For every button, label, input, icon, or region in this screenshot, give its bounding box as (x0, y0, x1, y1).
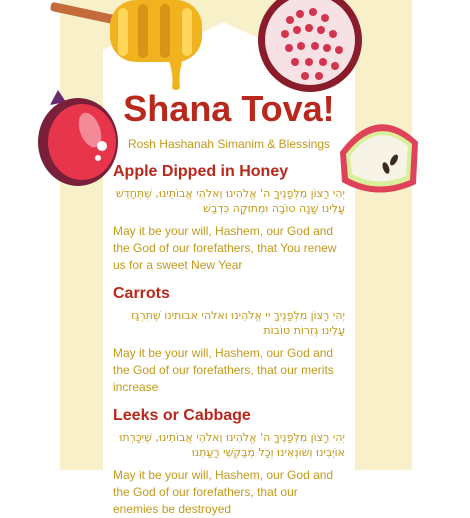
pomegranate-half-icon (255, 0, 365, 95)
honey-dipper-icon (50, 0, 210, 95)
section-carrots (113, 284, 345, 396)
hebrew-blessing: יְהִי רָצוֹן מִלְּפָנֶיךָ ה' אֱלֹהֵינוּ וֵאלֹהֵי אֲבוֹתֵינוּ, שֶׁיִּכָּרְתוּ אוֹיְבֵינוּ וְשׂוֹנְאֵינוּ וְכָל מְבַקְשֵׁי רָעָתֵנוּ (119, 431, 345, 459)
hebrew-blessing: יְהִי רָצוֹן מִלְּפָנֶיךָ יי אֱלֹהֵינוּ ואלהי אבותינו שֶׁתִּרְגַּז עָלֵינוּ גְּזֵרוֹת טוֹבוֹת (131, 309, 345, 337)
page-subtitle: Rosh Hashanah Simanim & Blessings (127, 137, 331, 151)
apple-slice-icon (332, 112, 422, 197)
english-blessing: May it be your will, Hashem, our God and the God of our forefathers, that our merits increase (113, 346, 334, 394)
section-apple-honey (113, 162, 345, 274)
english-blessing: May it be your will, Hashem, our God and the God of our forefathers, that You renew us for a sweet New Year (113, 224, 337, 272)
section-leeks-cabbage (113, 406, 345, 518)
section-heading: Carrots (113, 285, 170, 302)
pomegranate-whole-icon (40, 90, 120, 190)
page-title: Shana Tova! (123, 88, 335, 129)
card-content (113, 88, 345, 518)
english-blessing: May it be your will, Hashem, our God and the God of our forefathers, that our enemies be destroyed (113, 468, 334, 516)
section-heading: Apple Dipped in Honey (113, 163, 289, 180)
hebrew-blessing: יְהִי רָצוֹן מִלְּפָנֶיךָ ה' אֱלֹהֵינוּ וֵאלֹהֵי אֲבוֹתֵינוּ, שֶׁתְּחַדֵּשׁ עָלֵינוּ שָׁנָה טוֹבָה וּמְתוּקָה כִּדְבַשׁ (115, 187, 345, 215)
section-heading: Leeks or Cabbage (113, 407, 251, 424)
